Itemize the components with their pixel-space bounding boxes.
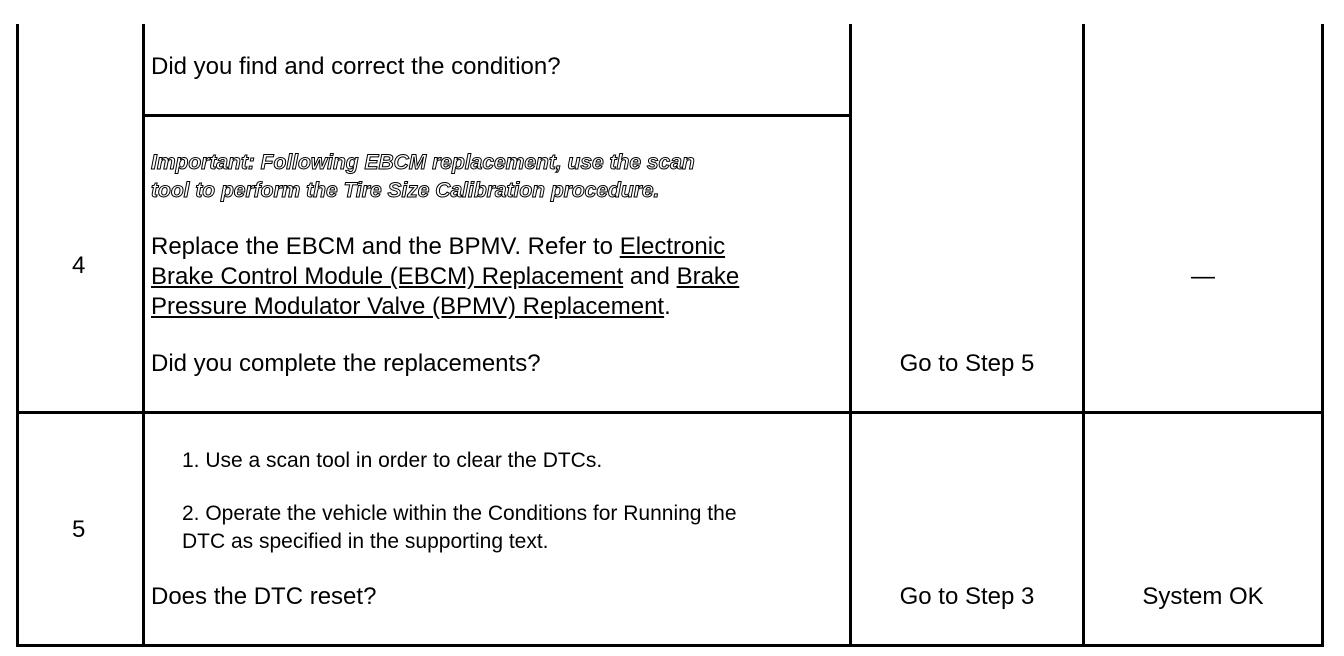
replace-instruction-line-1 <box>151 232 739 262</box>
replace-instruction <box>151 232 739 322</box>
important-note-line-2: tool to perform the Tire Size Calibration procedure. <box>151 179 660 202</box>
table-right-border <box>1321 24 1324 647</box>
step-4-no-action: — <box>1191 263 1215 290</box>
yes-column-divider <box>1082 24 1085 647</box>
replace-instruction-period: . <box>664 293 671 320</box>
table-left-border <box>16 24 19 647</box>
ebcm-replacement-link-part-1[interactable]: Electronic <box>619 233 726 260</box>
bpmv-replacement-link-part-2[interactable]: Pressure Modulator Valve (BPMV) Replacement <box>151 293 665 320</box>
previous-step-question: Did you find and correct the condition? <box>151 53 561 80</box>
ebcm-replacement-link-part-2[interactable]: Brake Control Module (EBCM) Replacement <box>151 263 624 290</box>
action-subdivider <box>142 114 852 117</box>
step-5-item-2-line-1: 2. Operate the vehicle within the Conditions for Running the <box>182 502 737 525</box>
action-column-divider <box>849 24 852 647</box>
important-note-line-1: Important: Following EBCM replacement, use the scan <box>151 151 695 174</box>
step-5-item-2-line-2: DTC as specified in the supporting text. <box>182 530 549 553</box>
table-bottom-border <box>16 644 1324 647</box>
replace-instruction-and: and <box>623 263 677 290</box>
step-5-question: Does the DTC reset? <box>151 583 377 610</box>
replace-instruction-line-2 <box>151 262 739 292</box>
bpmv-replacement-link-part-1[interactable]: Brake <box>676 263 740 290</box>
step-4-question: Did you complete the replacements? <box>151 350 541 377</box>
step-5-item-2 <box>182 500 737 556</box>
step-5-item-1: 1. Use a scan tool in order to clear the DTCs. <box>182 449 603 472</box>
replace-instruction-line-3 <box>151 292 739 322</box>
step-number-5: 5 <box>72 516 86 543</box>
step-number-4: 4 <box>72 252 86 279</box>
replace-instruction-prefix: Replace the EBCM and the BPMV. Refer to <box>151 233 620 260</box>
row-divider-4-5 <box>16 411 1324 414</box>
step-5-no-action: System OK <box>1142 583 1264 610</box>
step-column-divider <box>142 24 145 647</box>
important-note <box>151 149 695 205</box>
step-4-yes-action: Go to Step 5 <box>899 350 1035 377</box>
step-5-yes-action: Go to Step 3 <box>899 583 1035 610</box>
